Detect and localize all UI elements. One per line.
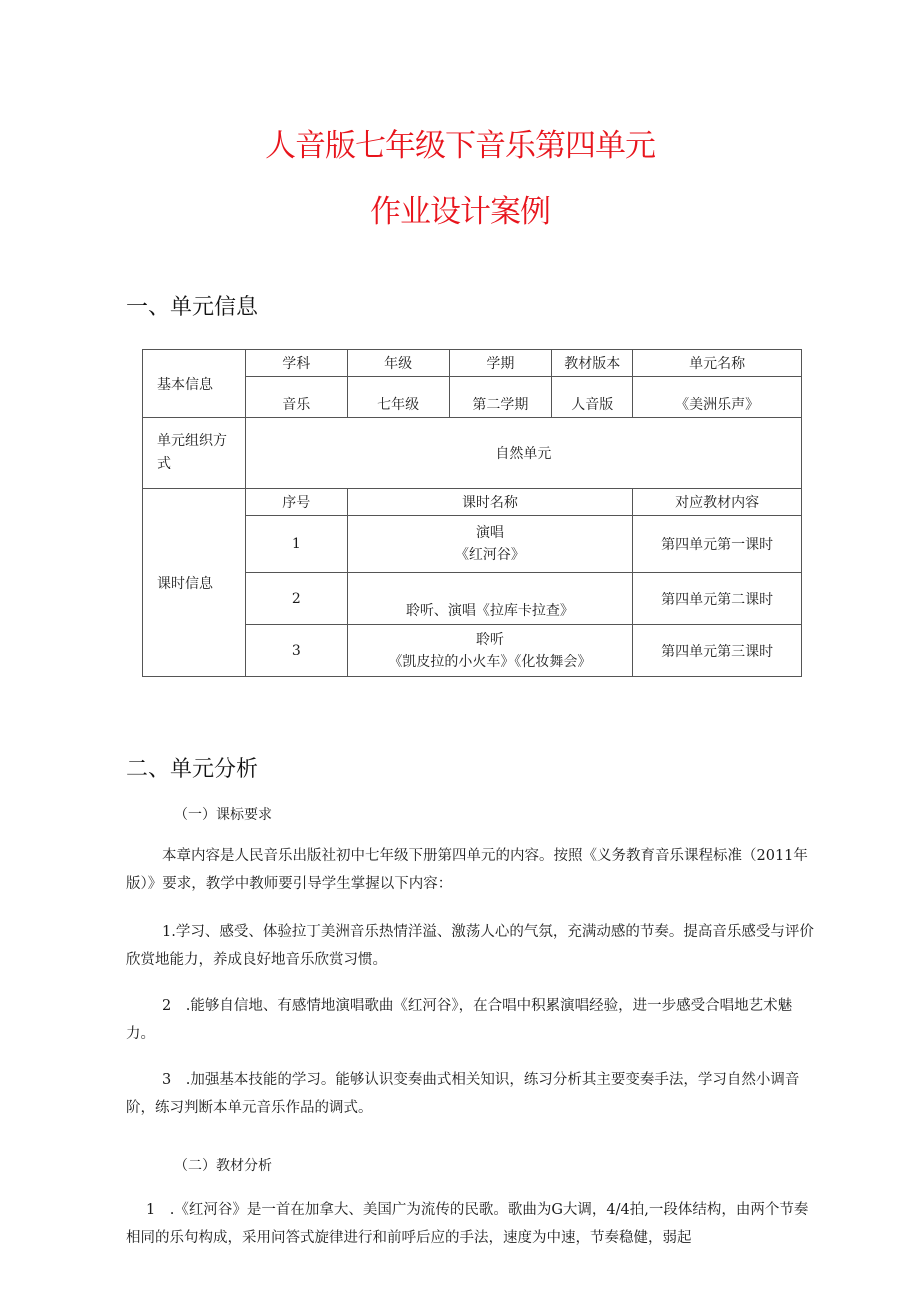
lesson-no: 3 xyxy=(245,625,347,677)
lesson-content: 第四单元第三课时 xyxy=(633,625,802,677)
header-lesson-name: 课时名称 xyxy=(347,489,633,516)
value-textbook: 人音版 xyxy=(552,377,633,418)
value-grade: 七年级 xyxy=(347,377,449,418)
lesson-name-line2: 聆听、演唱《拉库卡拉查》 xyxy=(405,603,574,619)
lesson-no: 1 xyxy=(245,516,347,573)
unit-info-table xyxy=(142,349,802,677)
lesson-name xyxy=(347,625,633,677)
lesson-name xyxy=(347,573,633,625)
lesson-name-line1: 演唱 xyxy=(475,525,504,541)
lesson-content: 第四单元第一课时 xyxy=(633,516,802,573)
paragraph-textbook-1: 1 .《红河谷》是一首在加拿大、美国广为流传的民歌。歌曲为G大调，4/4拍,一段体结构，由两个节奏相同的乐句构成，采用问答式旋律进行和前呼后应的手法，速度为中速，节奏稳健，弱起 xyxy=(126,1202,809,1246)
header-lesson-content: 对应教材内容 xyxy=(633,489,802,516)
lesson-name xyxy=(347,516,633,573)
value-semester: 第二学期 xyxy=(449,377,552,418)
header-subject: 学科 xyxy=(245,350,347,377)
section-heading-unit-analysis: 二、单元分析 xyxy=(126,757,259,782)
paragraph-point-2: 2 .能够自信地、有感情地演唱歌曲《红河谷》，在合唱中积累演唱经验，进一步感受合唱地艺术魅力。 xyxy=(126,998,793,1042)
header-semester: 学期 xyxy=(449,350,552,377)
header-lesson-no: 序号 xyxy=(245,489,347,516)
lesson-name-line1: 聆听 xyxy=(475,631,504,648)
subheading-curriculum-standards: （一）课标要求 xyxy=(174,807,272,823)
lesson-content: 第四单元第二课时 xyxy=(633,573,802,625)
subheading-textbook-analysis: （二）教材分析 xyxy=(174,1158,272,1174)
lesson-name-line2: 《凯皮拉的小火车》《化妆舞会》 xyxy=(388,653,592,670)
value-unit-name: 《美洲乐声》 xyxy=(633,377,802,418)
paragraph-point-3: 3 .加强基本技能的学习。能够认识变奏曲式相关知识，练习分析其主要变奏手法，学习自然小调音阶，练习判断本单元音乐作品的调式。 xyxy=(126,1072,800,1116)
header-textbook: 教材版本 xyxy=(552,350,633,377)
org-label: 单元组织方式 xyxy=(143,418,246,489)
org-value: 自然单元 xyxy=(245,418,801,489)
paragraph-point-1: 1.学习、感受、体验拉丁美洲音乐热情洋溢、激荡人心的气氛，充满动感的节奏。提高音乐感受与评价欣赏地能力，养成良好地音乐欣赏习惯。 xyxy=(126,924,814,968)
header-unit-name: 单元名称 xyxy=(633,350,802,377)
basic-info-label: 基本信息 xyxy=(143,350,246,418)
value-subject: 音乐 xyxy=(245,377,347,418)
document-title-line1: 人音版七年级下音乐第四单元 xyxy=(265,128,655,164)
lesson-info-label: 课时信息 xyxy=(143,489,246,677)
paragraph-intro: 本章内容是人民音乐出版社初中七年级下册第四单元的内容。按照《义务教育音乐课程标准（2011年版）》要求，教学中教师要引导学生掌握以下内容： xyxy=(126,848,808,892)
lesson-no: 2 xyxy=(245,573,347,625)
document-title-line2: 作业设计案例 xyxy=(370,194,550,230)
lesson-name-line2: 《红河谷》 xyxy=(454,547,525,563)
header-grade: 年级 xyxy=(347,350,449,377)
section-heading-unit-info: 一、单元信息 xyxy=(126,295,259,320)
